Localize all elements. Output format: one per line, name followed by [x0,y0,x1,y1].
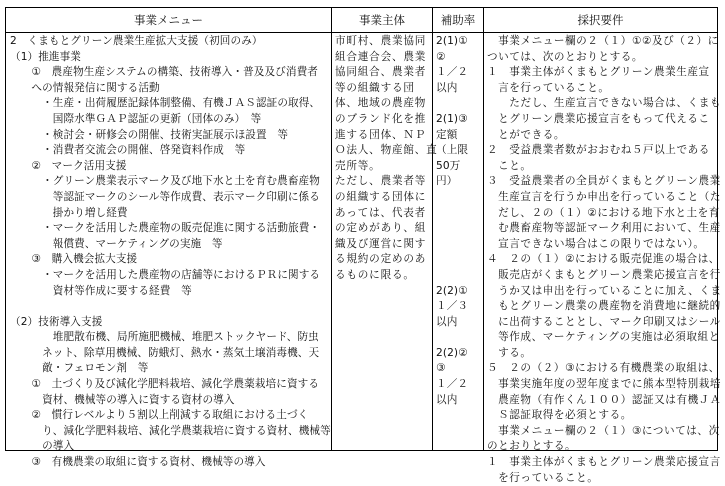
text-line: の導入 [10,440,75,453]
text-line: 販売店がくまもとグリーン農業応援宣言を行 [487,268,721,281]
text-line: １／２ [436,66,469,79]
text-line: 等の組織する団 [335,81,415,94]
text-line: ２ 受益農業者数がおおむね５戸以上である [487,144,710,157]
text-line: 宣言できない場合はこの限りではない）。 [487,237,705,250]
text-line: Ｏ法人、物産館、直 [335,144,438,157]
text-line: ・消費者交流会の開催、啓発資料作成 等 [10,144,246,157]
text-line: １ 事業主体がくまもとグリーン農業応援宣言 [487,456,721,469]
rate-text [433,33,483,408]
text-line [436,268,483,284]
text-line: （1）推進事業 [10,50,82,63]
text-line: ③ 有機農業の取組に資する資材、機械等の導入 [10,456,266,469]
entity-cell [331,33,438,450]
text-line [436,206,483,222]
subsidy-table [5,7,722,484]
text-line: ・生産・出荷履歴記録体制整備、有機ＪＡＳ認証の取得、 [10,97,321,110]
text-line [436,190,483,206]
text-line: ただし、農業者等 [335,175,427,188]
text-line: 堆肥散布機、局所施肥機械、堆肥ストックヤード、防虫 [10,331,319,344]
text-line: の定めがあり、組 [335,222,427,235]
requirements-cell [483,33,722,484]
text-line: 2 くまもとグリーン農業生産拡大支援（初回のみ） [10,35,263,47]
text-line: 掛かり増し経費 [10,206,128,219]
table-body-row [6,33,722,484]
header-menu: 事業メニュー [134,13,203,27]
text-line: ② [436,50,446,63]
text-line: あっては、代表者 [335,206,427,219]
text-line: １ 事業主体がくまもとグリーン農業生産宣 [487,66,710,79]
text-line: 以内 [436,393,458,406]
text-line: １／３ [436,300,469,313]
menu-cell [6,33,331,469]
text-line: への情報発信に関する活動 [10,81,160,94]
text-line: に出荷することとし、マーク印刷又はシール [487,315,721,328]
text-line: 農産物（有作くん１００）認証又は有機ＪＡ [487,393,722,406]
text-line: 定額 [436,128,458,141]
text-line: るものに限る。 [335,268,415,281]
text-line: とグリーン農業応援宣言をもって代えるこ [487,112,710,125]
text-line: 売所等。 [335,159,381,172]
text-line [436,252,483,268]
text-line: Ｓ認証取得を必須とする。 [487,409,632,422]
text-line: の組織する団体に [335,190,427,203]
text-line: 言を行っていること。 [487,81,610,94]
text-line: こと。 [487,159,532,172]
header-requirements: 採択要件 [483,8,717,32]
table-header-row [6,8,717,33]
text-line: ・検討会・研修会の開催、技術実証展示ほ設置 等 [10,128,289,141]
text-line: 進する団体、ＮＰ [335,128,427,141]
text-line: 事業実施年度の翌年度までに熊本型特別栽培 [487,378,722,391]
text-line: ① 土づくり及び減化学肥料栽培、減化学農薬栽培に資する [10,378,320,391]
text-line: 国際水準ＧＡＰ認証の更新（団体のみ） 等 [10,112,262,125]
text-line: 円） [436,175,458,188]
text-line [436,237,483,253]
text-line: ・マークを活用した農産物の販売促進に関する活動旅費・ [10,222,321,235]
text-line: ・グリーン農業表示マーク及び地下水と土を育む農畜産物 [10,175,320,188]
text-line: （上限 [436,144,469,157]
text-line: 2(1)① [436,35,468,47]
text-line: 報償費、マーケティングの実施 等 [10,237,223,250]
header-rate: 補助率 [432,8,483,32]
text-line: 体、地域の農産物 [335,97,427,110]
text-line: 事業メニュー欄の２（１）③については、次 [487,424,720,437]
entity-text [332,33,438,284]
text-line: 等認証マークのシール等作成費、表示マーク印刷に係る [10,190,320,203]
text-line: 組合連合会、農業 [335,50,427,63]
text-line: する。 [487,346,532,359]
text-line: 2(1)③ [436,112,468,125]
text-line [436,221,483,237]
text-line: ③ 購入機会拡大支援 [10,253,138,266]
text-line: 50万 [436,159,461,172]
text-line: 織及び運営に関す [335,237,427,250]
text-line: とができる。 [487,128,566,141]
text-line: 生産宣言を行うか申出を行っていること（た [487,190,722,203]
text-line: （2）技術導入支援 [10,315,103,328]
text-line: うか又は申出を行っていることに加え、くま [487,284,722,297]
text-line: だし、２の（１）②における地下水と土を育 [487,206,720,219]
text-line: ただし、生産宣言できない場合は、くまも [487,97,722,110]
text-line: を行っていること。 [487,471,599,484]
text-line: 以内 [436,81,458,94]
menu-text [6,33,331,471]
text-line: ② 慣行レベルより５割以上削減する取組における土づく [10,409,309,422]
text-line: 2(2)② [436,346,468,359]
text-line: 資材、機械等の導入に資する資材の導入 [10,393,235,406]
text-line: む農畜産物等認証マーク利用において、生産 [487,222,721,235]
text-line: ５ ２の（２）③における有機農業の取組は、 [487,362,720,375]
text-line: ４ ２の（１）②における販売促進の場合は、 [487,253,720,266]
text-line: 事業メニュー欄の２（１）①②及び（２）に [487,35,719,47]
text-line: 2(2)① [436,284,468,297]
text-line: り、減化学肥料栽培、減化学農薬栽培に資する資材、機械等 [10,424,331,437]
header-entity: 事業主体 [331,8,432,32]
text-line: 協同組合、農業者 [335,66,427,79]
text-line: 敵・フェロモン剤 等 [10,362,149,375]
requirements-text [484,33,722,486]
rate-cell [432,33,483,450]
text-line: ・マークを活用した農産物の店舗等におけるＰＲに関する [10,268,321,281]
text-line: もとグリーン農業の農産物を消費地に継続的 [487,300,721,313]
text-line [436,96,483,112]
text-line: 市町村、農業協同 [335,35,427,47]
text-line: 資材等作成に要する経費 等 [10,284,192,297]
text-line [436,330,483,346]
text-line: のとおりとする。 [487,440,577,453]
text-line: ① 農産物生産システムの構築、技術導入・普及及び消費者 [10,66,318,79]
text-line: る規約の定めのあ [335,253,427,266]
text-line: ② マーク活用支援 [10,159,127,172]
text-line: ③ [436,362,446,375]
text-line: 以内 [436,315,458,328]
text-line: のブランド化を推 [335,112,427,125]
text-line: 等作成、マーケティングの実施は必須取組と [487,331,720,344]
text-line: ３ 受益農業者の全員がくまもとグリーン農業 [487,175,721,188]
text-line: ネット、除草用機械、防蛾灯、熱水・蒸気土壌消毒機、天 [10,346,320,359]
text-line: １／２ [436,378,469,391]
text-line: ついては、次のとおりとする。 [487,50,644,63]
text-line [10,299,331,315]
